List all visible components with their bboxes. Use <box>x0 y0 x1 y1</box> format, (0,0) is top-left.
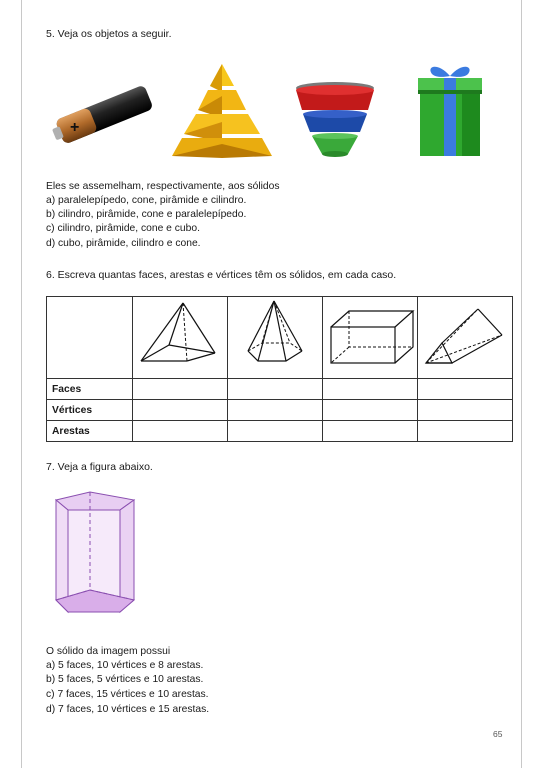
gift-box-image <box>412 60 488 160</box>
solids-drawing-row <box>47 297 513 379</box>
faces-row <box>47 379 513 400</box>
q7-option-b: b) 5 faces, 5 vértices e 10 arestas. <box>46 674 204 685</box>
answer-cell[interactable] <box>418 421 513 442</box>
solid-triangular-prism-cell <box>418 297 513 379</box>
q5-title: 5. Veja os objetos a seguir. <box>46 28 172 40</box>
answer-cell[interactable] <box>133 421 228 442</box>
q5-prompt: Eles se assemelham, respectivamente, aos sólidos <box>46 181 280 192</box>
rectangular-prism-drawing <box>323 297 417 373</box>
q7-title: 7. Veja a figura abaixo. <box>46 461 153 473</box>
vertices-label: Vértices <box>47 400 133 421</box>
q5-option-a: a) paralelepípedo, cone, pirâmide e cilindro. <box>46 195 247 206</box>
answer-cell[interactable] <box>228 421 323 442</box>
answer-cell[interactable] <box>323 379 418 400</box>
faces-label: Faces <box>47 379 133 400</box>
answer-cell[interactable] <box>133 379 228 400</box>
q7-option-c: c) 7 faces, 15 vértices e 10 arestas. <box>46 689 209 700</box>
solid-rectangular-prism-cell <box>323 297 418 379</box>
q6-title: 6. Escreva quantas faces, arestas e vértices têm os sólidos, em cada caso. <box>46 269 397 281</box>
battery-image <box>48 76 158 152</box>
q5-option-d: d) cubo, pirâmide, cilindro e cone. <box>46 238 201 249</box>
answer-cell[interactable] <box>133 400 228 421</box>
q5-option-b: b) cilindro, pirâmide, cone e paralelepípedo. <box>46 209 247 220</box>
vertices-row <box>47 400 513 421</box>
answer-cell[interactable] <box>418 379 513 400</box>
solid-hexagonal-pyramid-cell <box>228 297 323 379</box>
triangular-prism-drawing <box>418 297 512 373</box>
q5-option-c: c) cilindro, pirâmide, cone e cubo. <box>46 223 200 234</box>
page-number: 65 <box>493 729 503 739</box>
answer-cell[interactable] <box>418 400 513 421</box>
empty-corner-cell <box>47 297 133 379</box>
solid-square-pyramid-cell <box>133 297 228 379</box>
answer-cell[interactable] <box>323 421 418 442</box>
answer-cell[interactable] <box>323 400 418 421</box>
q7-option-a: a) 5 faces, 10 vértices e 8 arestas. <box>46 660 204 671</box>
answer-cell[interactable] <box>228 379 323 400</box>
pentagonal-prism-drawing <box>54 490 138 624</box>
edges-label: Arestas <box>47 421 133 442</box>
edges-row <box>47 421 513 442</box>
q7-option-d: d) 7 faces, 10 vértices e 15 arestas. <box>46 704 210 715</box>
page-margin-line-right <box>521 0 522 768</box>
q7-prompt: O sólido da imagem possui <box>46 646 171 657</box>
funnel-image <box>294 78 376 160</box>
pyramid-image <box>170 62 274 158</box>
square-pyramid-drawing <box>133 297 227 373</box>
answer-cell[interactable] <box>228 400 323 421</box>
solids-table <box>46 296 513 442</box>
page-margin-line-left <box>21 0 22 768</box>
hexagonal-pyramid-drawing <box>228 297 322 373</box>
battery-plus-mark: + <box>70 119 80 136</box>
